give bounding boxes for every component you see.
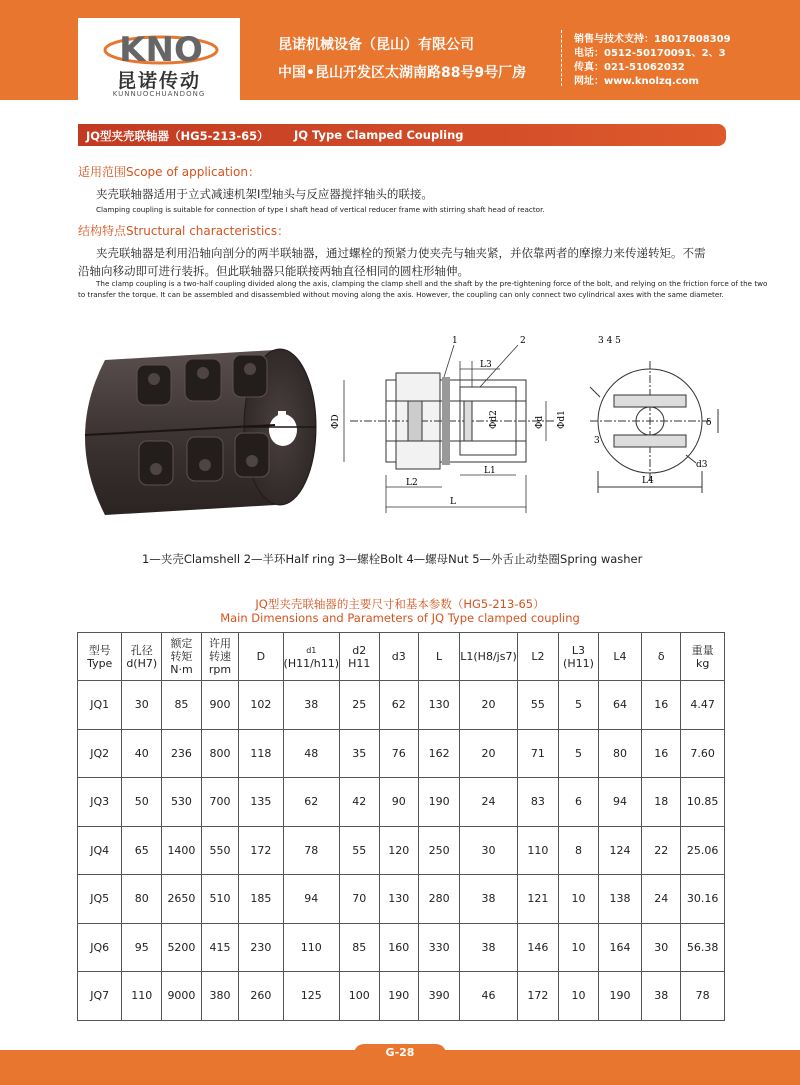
company-address: 中国•昆山开发区太湖南路88号9号厂房 bbox=[278, 65, 527, 81]
table-cell: 22 bbox=[642, 826, 681, 875]
table-row bbox=[78, 681, 725, 730]
table-cell: 65 bbox=[122, 826, 162, 875]
dimensions-table bbox=[77, 632, 725, 1021]
table-cell: 30 bbox=[642, 923, 681, 972]
table-cell: 164 bbox=[598, 923, 641, 972]
col-weight: 重量 kg bbox=[681, 633, 725, 681]
drawing-label-phid1: Φd1 bbox=[557, 410, 567, 429]
table-cell: 78 bbox=[681, 972, 725, 1021]
drawing-label-phid: Φd bbox=[535, 415, 545, 429]
table-header-row bbox=[78, 633, 725, 681]
table-cell: 102 bbox=[239, 681, 283, 730]
drawing-label-delta: δ bbox=[706, 418, 712, 428]
svg-text:KNO: KNO bbox=[119, 30, 203, 68]
table-cell: 8 bbox=[559, 826, 599, 875]
table-cell: 94 bbox=[283, 875, 340, 924]
table-cell: 62 bbox=[379, 681, 418, 730]
table-cell: 118 bbox=[239, 729, 283, 778]
table-cell: 135 bbox=[239, 778, 283, 827]
table-cell: 130 bbox=[418, 681, 459, 730]
col-d1: d1 (H11/h11) bbox=[283, 633, 340, 681]
table-cell: JQ1 bbox=[78, 681, 122, 730]
drawing-label-l1: L1 bbox=[484, 466, 496, 476]
table-cell: 100 bbox=[340, 972, 379, 1021]
table-cell: 16 bbox=[642, 681, 681, 730]
logo-english-name: KUNNUOCHUANDONG bbox=[112, 90, 206, 98]
structure-text-en-line1: The clamp coupling is a two-half coupling divided along the axis, clamping the clamp shell and the shaft by the pre-tightening force of the bolt, and relying on the friction force of the two bbox=[96, 279, 768, 288]
table-cell: 121 bbox=[517, 875, 558, 924]
table-cell: 71 bbox=[517, 729, 558, 778]
table-cell: 40 bbox=[122, 729, 162, 778]
table-row bbox=[78, 729, 725, 778]
col-delta: δ bbox=[642, 633, 681, 681]
product-title-cn: JQ型夹壳联轴器（HG5-213-65） bbox=[86, 129, 269, 143]
table-cell: 260 bbox=[239, 972, 283, 1021]
table-row bbox=[78, 875, 725, 924]
contact-fax: 传真：021-51062032 bbox=[574, 62, 685, 73]
table-cell: 55 bbox=[340, 826, 379, 875]
table-cell: 5 bbox=[559, 681, 599, 730]
table-cell: 190 bbox=[598, 972, 641, 1021]
col-l4: L4 bbox=[598, 633, 641, 681]
table-cell: 16 bbox=[642, 729, 681, 778]
col-l2: L2 bbox=[517, 633, 558, 681]
table-cell: 24 bbox=[460, 778, 517, 827]
table-row bbox=[78, 826, 725, 875]
table-cell: 4.47 bbox=[681, 681, 725, 730]
table-cell: 172 bbox=[239, 826, 283, 875]
logo bbox=[78, 18, 240, 106]
kno-logo-icon bbox=[102, 28, 220, 68]
col-bore: 孔径 d(H7) bbox=[122, 633, 162, 681]
product-title-bar bbox=[78, 124, 726, 146]
table-cell: 6 bbox=[559, 778, 599, 827]
table-cell: 110 bbox=[122, 972, 162, 1021]
contact-sales: 销售与技术支持：18017808309 bbox=[574, 34, 731, 45]
table-cell: 390 bbox=[418, 972, 459, 1021]
table-cell: 18 bbox=[642, 778, 681, 827]
table-cell: 42 bbox=[340, 778, 379, 827]
page-header bbox=[0, 0, 800, 100]
col-torque: 额定 转矩 N·m bbox=[162, 633, 202, 681]
col-d3: d3 bbox=[379, 633, 418, 681]
table-cell: 38 bbox=[460, 923, 517, 972]
table-cell: 80 bbox=[122, 875, 162, 924]
table-cell: 38 bbox=[642, 972, 681, 1021]
table-cell: 110 bbox=[517, 826, 558, 875]
table-cell: 10 bbox=[559, 972, 599, 1021]
table-row bbox=[78, 972, 725, 1021]
table-cell: 55 bbox=[517, 681, 558, 730]
table-cell: 10.85 bbox=[681, 778, 725, 827]
table-cell: 83 bbox=[517, 778, 558, 827]
table-cell: 2650 bbox=[162, 875, 202, 924]
table-cell: 124 bbox=[598, 826, 641, 875]
table-cell: 5 bbox=[559, 729, 599, 778]
table-cell: 7.60 bbox=[681, 729, 725, 778]
table-cell: 38 bbox=[460, 875, 517, 924]
table-cell: 530 bbox=[162, 778, 202, 827]
table-cell: 20 bbox=[460, 681, 517, 730]
col-l: L bbox=[418, 633, 459, 681]
table-cell: 70 bbox=[340, 875, 379, 924]
table-cell: 10 bbox=[559, 875, 599, 924]
company-name: 昆诺机械设备（昆山）有限公司 bbox=[278, 37, 474, 53]
col-type: 型号 Type bbox=[78, 633, 122, 681]
col-l3: L3 (H11) bbox=[559, 633, 599, 681]
contact-website: 网址：www.knolzq.com bbox=[574, 76, 699, 87]
table-cell: 30 bbox=[460, 826, 517, 875]
scope-heading: 适用范围Scope of application： bbox=[78, 165, 260, 179]
table-title-en: Main Dimensions and Parameters of JQ Type clamped coupling bbox=[220, 611, 580, 625]
table-body bbox=[78, 681, 725, 1021]
table-cell: 110 bbox=[283, 923, 340, 972]
table-cell: 162 bbox=[418, 729, 459, 778]
table-cell: 48 bbox=[283, 729, 340, 778]
table-cell: 38 bbox=[283, 681, 340, 730]
table-cell: JQ4 bbox=[78, 826, 122, 875]
drawing-label-l4: L4 bbox=[642, 476, 654, 486]
table-row bbox=[78, 923, 725, 972]
table-cell: 172 bbox=[517, 972, 558, 1021]
table-cell: 415 bbox=[201, 923, 239, 972]
table-cell: 62 bbox=[283, 778, 340, 827]
table-cell: 35 bbox=[340, 729, 379, 778]
logo-chinese-name: 昆诺传动 bbox=[116, 70, 201, 92]
drawing-label-l: L bbox=[450, 497, 456, 507]
table-row bbox=[78, 778, 725, 827]
table-cell: 50 bbox=[122, 778, 162, 827]
table-cell: JQ2 bbox=[78, 729, 122, 778]
table-cell: 160 bbox=[379, 923, 418, 972]
table-title-cn: JQ型夹壳联轴器的主要尺寸和基本参数（HG5-213-65） bbox=[255, 597, 545, 611]
table-cell: 900 bbox=[201, 681, 239, 730]
col-d: D bbox=[239, 633, 283, 681]
table-cell: 76 bbox=[379, 729, 418, 778]
table-cell: JQ6 bbox=[78, 923, 122, 972]
col-l1: L1(H8/js7) bbox=[460, 633, 517, 681]
structure-heading: 结构特点Structural characteristics： bbox=[78, 224, 290, 238]
table-cell: 94 bbox=[598, 778, 641, 827]
drawing-label-345: 3 4 5 bbox=[598, 336, 621, 346]
table-cell: 130 bbox=[379, 875, 418, 924]
table-cell: 236 bbox=[162, 729, 202, 778]
table-cell: 9000 bbox=[162, 972, 202, 1021]
table-cell: 5200 bbox=[162, 923, 202, 972]
table-cell: 25 bbox=[340, 681, 379, 730]
table-cell: 380 bbox=[201, 972, 239, 1021]
table-cell: JQ5 bbox=[78, 875, 122, 924]
col-d2: d2 H11 bbox=[340, 633, 379, 681]
drawing-label-l2: L2 bbox=[406, 478, 418, 488]
contact-phone: 电话：0512-50170091、2、3 bbox=[574, 48, 726, 59]
product-title-en: JQ Type Clamped Coupling bbox=[294, 128, 464, 142]
table-cell: 185 bbox=[239, 875, 283, 924]
table-cell: JQ3 bbox=[78, 778, 122, 827]
structure-text-cn: 夹壳联轴器是利用沿轴向剖分的两半联轴器，通过螺栓的预紧力使夹壳与轴夹紧，并依靠两者的摩擦力来传递转矩。不需沿轴向移动即可进行装拆。但此联轴器只能联接两轴直径相同的圆柱形轴伸。 bbox=[78, 246, 706, 278]
table-cell: 190 bbox=[418, 778, 459, 827]
header-divider bbox=[561, 30, 562, 86]
table-cell: 10 bbox=[559, 923, 599, 972]
table-cell: 800 bbox=[201, 729, 239, 778]
drawing-label-phid2: Φd2 bbox=[489, 410, 499, 429]
table-cell: 125 bbox=[283, 972, 340, 1021]
table-cell: 280 bbox=[418, 875, 459, 924]
table-cell: 138 bbox=[598, 875, 641, 924]
table-cell: 146 bbox=[517, 923, 558, 972]
table-cell: 78 bbox=[283, 826, 340, 875]
table-cell: 550 bbox=[201, 826, 239, 875]
table-cell: 95 bbox=[122, 923, 162, 972]
drawing-label-phid-big: ΦD bbox=[331, 414, 341, 429]
scope-text-en: Clamping coupling is suitable for connection of type I shaft head of vertical reducer frame with stirring shaft head of reactor. bbox=[96, 205, 545, 214]
drawing-label-2: 2 bbox=[520, 336, 526, 346]
parts-legend: 1—夹壳Clamshell 2—半环Half ring 3—螺栓Bolt 4—螺母Nut 5—外舌止动垫圈Spring washer bbox=[142, 552, 643, 566]
table-cell: 46 bbox=[460, 972, 517, 1021]
drawing-label-d3: d3 bbox=[696, 460, 708, 470]
table-cell: 510 bbox=[201, 875, 239, 924]
table-cell: 90 bbox=[379, 778, 418, 827]
page-number: G-28 bbox=[385, 1046, 415, 1059]
table-cell: 64 bbox=[598, 681, 641, 730]
table-cell: 30.16 bbox=[681, 875, 725, 924]
table-cell: 56.38 bbox=[681, 923, 725, 972]
table-cell: 250 bbox=[418, 826, 459, 875]
drawing-label-3: 3 bbox=[594, 436, 600, 446]
drawing-label-l3: L3 bbox=[480, 360, 492, 370]
table-cell: JQ7 bbox=[78, 972, 122, 1021]
table-cell: 190 bbox=[379, 972, 418, 1021]
coupling-technical-drawing bbox=[330, 325, 730, 525]
coupling-photo bbox=[75, 335, 325, 520]
structure-text-en-line2: to transfer the torque. It can be assembled and disassembled without moving along the axis. However, the coupling can only connect two cylindrical axes with the same diameter. bbox=[78, 290, 724, 299]
table-cell: 330 bbox=[418, 923, 459, 972]
col-speed: 许用 转速 rpm bbox=[201, 633, 239, 681]
table-cell: 120 bbox=[379, 826, 418, 875]
table-cell: 230 bbox=[239, 923, 283, 972]
drawing-label-1: 1 bbox=[452, 336, 458, 346]
table-cell: 20 bbox=[460, 729, 517, 778]
table-cell: 25.06 bbox=[681, 826, 725, 875]
table-cell: 700 bbox=[201, 778, 239, 827]
table-cell: 1400 bbox=[162, 826, 202, 875]
table-cell: 80 bbox=[598, 729, 641, 778]
table-cell: 85 bbox=[162, 681, 202, 730]
table-cell: 85 bbox=[340, 923, 379, 972]
table-cell: 30 bbox=[122, 681, 162, 730]
scope-text-cn: 夹壳联轴器适用于立式减速机架Ⅰ型轴头与反应器搅拌轴头的联接。 bbox=[96, 187, 433, 201]
table-cell: 24 bbox=[642, 875, 681, 924]
